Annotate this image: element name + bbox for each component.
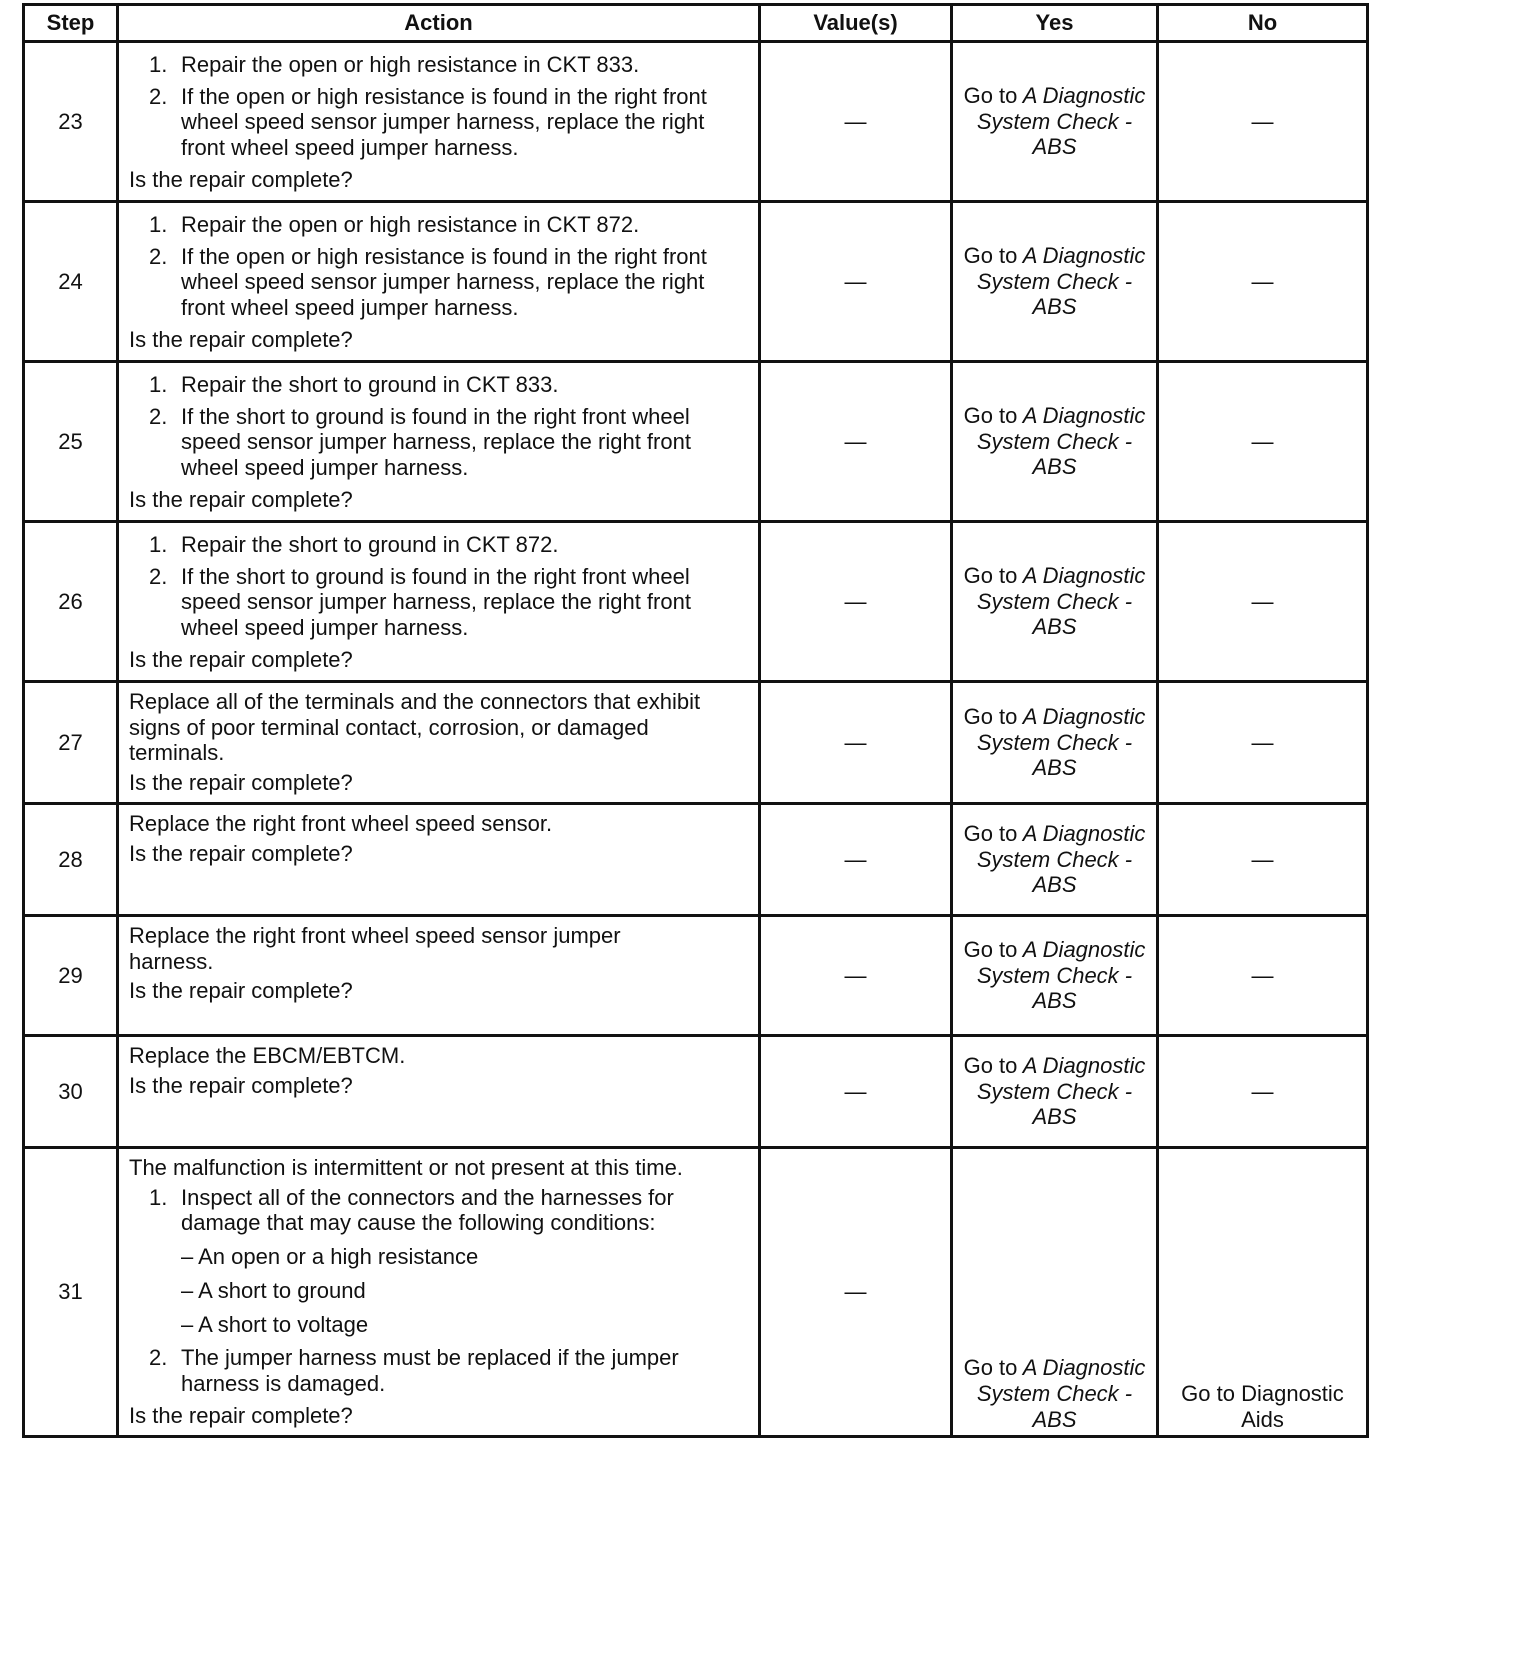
yes-link[interactable]: A Diagnostic System Check - ABS xyxy=(976,820,1146,898)
action-cell xyxy=(118,362,760,522)
action-text: Replace the right front wheel speed sensor. xyxy=(129,810,553,836)
yes-cell: Go to A Diagnostic System Check - ABS xyxy=(952,803,1158,915)
action-item: 1. Repair the short to ground in CKT 872. xyxy=(149,532,559,557)
diagnostic-table xyxy=(22,3,1369,1438)
no-cell: — xyxy=(1158,1035,1368,1147)
table-row xyxy=(24,803,1368,915)
table-row xyxy=(24,1035,1368,1147)
yes-cell: Go to A Diagnostic System Check - ABS xyxy=(952,362,1158,522)
value-cell: — xyxy=(760,803,952,915)
action-item: 2. The jumper harness must be replaced if the jumper harness is damaged. xyxy=(149,1345,679,1397)
diagnostic-table-page xyxy=(22,3,1366,1438)
value-cell: — xyxy=(760,362,952,522)
yes-link[interactable]: A Diagnostic System Check - ABS xyxy=(976,936,1146,1014)
action-question: Is the repair complete? xyxy=(129,1402,353,1428)
value-cell: — xyxy=(760,1147,952,1436)
action-question: Is the repair complete? xyxy=(129,978,353,1004)
header-values: Value(s) xyxy=(760,5,952,42)
action-item: 1. Repair the short to ground in CKT 833. xyxy=(149,372,559,397)
yes-cell: Go to A Diagnostic System Check - ABS xyxy=(952,915,1158,1035)
action-text: Replace the EBCM/EBTCM. xyxy=(129,1042,406,1068)
step-number: 28 xyxy=(24,803,118,915)
action-cell xyxy=(118,803,760,915)
value-cell: — xyxy=(760,202,952,362)
action-question: Is the repair complete? xyxy=(129,840,353,866)
action-cell xyxy=(118,915,760,1035)
value-cell: — xyxy=(760,42,952,202)
action-cell xyxy=(118,1035,760,1147)
no-cell: — xyxy=(1158,522,1368,682)
condition-item: – A short to ground xyxy=(181,1277,366,1303)
action-item: 2. If the short to ground is found in the right front wheel speed sensor jumper harness, replace the right front wheel speed jumper harness. xyxy=(149,563,691,641)
header-no: No xyxy=(1158,5,1368,42)
yes-link[interactable]: A Diagnostic System Check - ABS xyxy=(976,562,1146,640)
no-cell xyxy=(1158,1147,1368,1436)
action-text: Replace the right front wheel speed sensor jumper harness. xyxy=(129,922,621,974)
yes-link[interactable]: A Diagnostic System Check - ABS xyxy=(976,82,1146,160)
no-cell: — xyxy=(1158,42,1368,202)
table-row xyxy=(24,362,1368,522)
action-text: Replace all of the terminals and the connectors that exhibit signs of poor terminal contact, corrosion, or damaged terminals. xyxy=(129,689,701,766)
no-cell: — xyxy=(1158,682,1368,804)
table-row xyxy=(24,915,1368,1035)
yes-cell: Go to A Diagnostic System Check - ABS xyxy=(952,1147,1158,1436)
yes-cell: Go to A Diagnostic System Check - ABS xyxy=(952,682,1158,804)
step-number: 31 xyxy=(24,1147,118,1436)
action-cell xyxy=(118,522,760,682)
step-number: 30 xyxy=(24,1035,118,1147)
yes-link[interactable]: A Diagnostic System Check - ABS xyxy=(976,1355,1146,1432)
action-item: 1. Repair the open or high resistance in CKT 833. xyxy=(149,52,640,77)
step-number: 24 xyxy=(24,202,118,362)
step-number: 29 xyxy=(24,915,118,1035)
no-cell: — xyxy=(1158,915,1368,1035)
header-step: Step xyxy=(24,5,118,42)
yes-link[interactable]: A Diagnostic System Check - ABS xyxy=(976,402,1146,480)
action-question: Is the repair complete? xyxy=(129,326,353,352)
action-intro: The malfunction is intermittent or not present at this time. xyxy=(129,1154,683,1180)
no-cell: — xyxy=(1158,803,1368,915)
table-row xyxy=(24,1147,1368,1436)
action-item: 1. Repair the open or high resistance in CKT 872. xyxy=(149,212,640,237)
action-item: 2. If the short to ground is found in the right front wheel speed sensor jumper harness, replace the right front wheel speed jumper harness. xyxy=(149,403,691,481)
action-question: Is the repair complete? xyxy=(129,486,353,512)
action-item: 2. If the open or high resistance is found in the right front wheel speed sensor jumper harness, replace the right front wheel speed jumper harness. xyxy=(149,243,707,321)
condition-item: – A short to voltage xyxy=(181,1311,369,1337)
action-question: Is the repair complete? xyxy=(129,1072,353,1098)
action-question: Is the repair complete? xyxy=(129,646,353,672)
table-row xyxy=(24,682,1368,804)
table-row xyxy=(24,202,1368,362)
action-item: 2. If the open or high resistance is found in the right front wheel speed sensor jumper harness, replace the right front wheel speed jumper harness. xyxy=(149,83,707,161)
yes-cell: Go to A Diagnostic System Check - ABS xyxy=(952,522,1158,682)
header-action: Action xyxy=(118,5,760,42)
action-cell xyxy=(118,42,760,202)
yes-cell: Go to A Diagnostic System Check - ABS xyxy=(952,202,1158,362)
value-cell: — xyxy=(760,682,952,804)
header-yes: Yes xyxy=(952,5,1158,42)
action-question: Is the repair complete? xyxy=(129,166,353,192)
no-link[interactable]: Go to Diagnostic Aids xyxy=(1181,1381,1344,1432)
no-cell: — xyxy=(1158,362,1368,522)
yes-link[interactable]: A Diagnostic System Check - ABS xyxy=(976,703,1146,781)
step-number: 26 xyxy=(24,522,118,682)
value-cell: — xyxy=(760,522,952,682)
value-cell: — xyxy=(760,915,952,1035)
action-cell xyxy=(118,1147,760,1436)
yes-link[interactable]: A Diagnostic System Check - ABS xyxy=(976,1052,1146,1130)
no-cell: — xyxy=(1158,202,1368,362)
table-row xyxy=(24,42,1368,202)
header-row xyxy=(24,5,1368,42)
action-item: 1. Inspect all of the connectors and the harnesses for damage that may cause the following conditions: – An open or a high resistance – A short to ground – A short to voltage xyxy=(129,1185,750,1338)
value-cell: — xyxy=(760,1035,952,1147)
step-number: 23 xyxy=(24,42,118,202)
action-question: Is the repair complete? xyxy=(129,770,353,796)
yes-link[interactable]: A Diagnostic System Check - ABS xyxy=(976,242,1146,320)
action-cell xyxy=(118,682,760,804)
yes-cell: Go to A Diagnostic System Check - ABS xyxy=(952,42,1158,202)
step-number: 25 xyxy=(24,362,118,522)
condition-item: – An open or a high resistance xyxy=(181,1244,479,1270)
step-number: 27 xyxy=(24,682,118,804)
yes-cell: Go to A Diagnostic System Check - ABS xyxy=(952,1035,1158,1147)
table-row xyxy=(24,522,1368,682)
action-cell xyxy=(118,202,760,362)
